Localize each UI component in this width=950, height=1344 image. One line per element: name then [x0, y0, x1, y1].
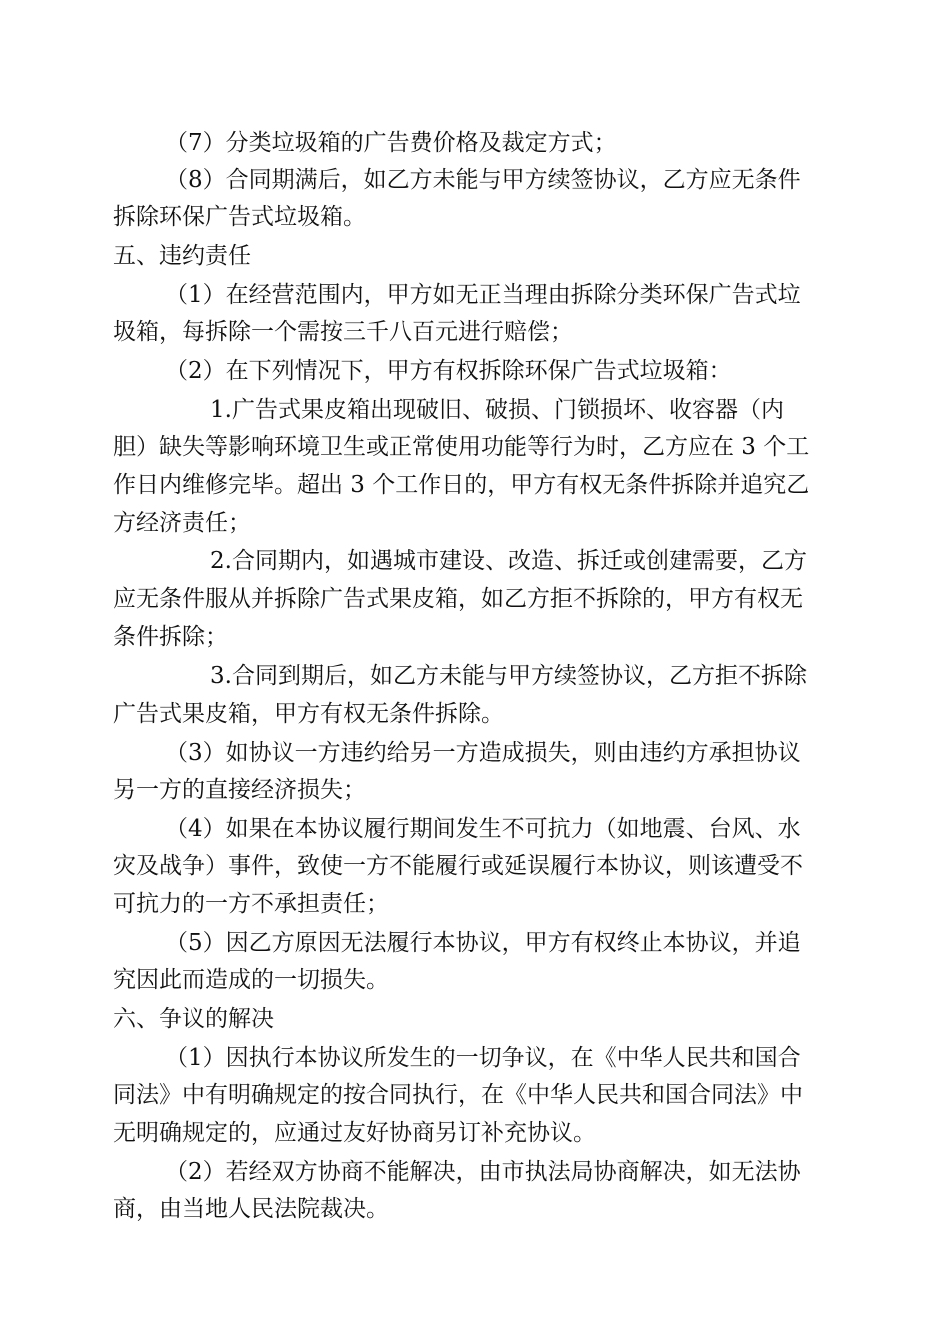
liability-clause-4: （4）如果在本协议履行期间发生不可抗力（如地震、台风、水	[165, 816, 801, 842]
liability-clause-1: （1）在经营范围内，甲方如无正当理由拆除分类环保广告式垃	[165, 282, 801, 308]
section-heading-dispute: 六、争议的解决	[113, 1006, 274, 1032]
sub-item-1-cont: 方经济责任；	[113, 510, 251, 536]
dispute-clause-1: （1）因执行本协议所发生的一切争议，在《中华人民共和国合	[165, 1045, 801, 1071]
sub-item-3-cont: 广告式果皮箱，甲方有权无条件拆除。	[113, 701, 504, 727]
sub-item-1-cont: 作日内维修完毕。超出 3 个工作日的，甲方有权无条件拆除并追究乙	[113, 472, 810, 498]
sub-item-2-cont: 条件拆除；	[113, 624, 228, 650]
sub-item-1: 1.广告式果皮箱出现破旧、破损、门锁损坏、收容器（内	[210, 397, 784, 423]
section-heading-liability: 五、违约责任	[113, 243, 251, 269]
liability-clause-1-cont: 圾箱，每拆除一个需按三千八百元进行赔偿；	[113, 319, 573, 345]
sub-item-2-cont: 应无条件服从并拆除广告式果皮箱，如乙方拒不拆除的，甲方有权无	[113, 586, 803, 612]
dispute-clause-2-cont: 商，由当地人民法院裁决。	[113, 1196, 389, 1222]
liability-clause-3-cont: 另一方的直接经济损失；	[113, 777, 366, 803]
dispute-clause-1-cont: 同法》中有明确规定的按合同执行，在《中华人民共和国合同法》中	[113, 1082, 803, 1108]
sub-item-3: 3.合同到期后，如乙方未能与甲方续签协议，乙方拒不拆除	[210, 663, 807, 689]
liability-clause-2: （2）在下列情况下，甲方有权拆除环保广告式垃圾箱：	[165, 358, 732, 384]
dispute-clause-2: （2）若经双方协商不能解决，由市执法局协商解决，如无法协	[165, 1159, 801, 1185]
liability-clause-4-cont: 可抗力的一方不承担责任；	[113, 891, 389, 917]
clause-8-cont: 拆除环保广告式垃圾箱。	[113, 204, 366, 230]
dispute-clause-1-cont: 无明确规定的，应通过友好协商另订补充协议。	[113, 1120, 596, 1146]
sub-item-1-cont: 胆）缺失等影响环境卫生或正常使用功能等行为时，乙方应在 3 个工	[113, 434, 810, 460]
liability-clause-3: （3）如协议一方违约给另一方造成损失，则由违约方承担协议	[165, 740, 801, 766]
clause-8: （8）合同期满后，如乙方未能与甲方续签协议，乙方应无条件	[165, 167, 801, 193]
liability-clause-5: （5）因乙方原因无法履行本协议，甲方有权终止本协议，并追	[165, 930, 801, 956]
sub-item-2: 2.合同期内，如遇城市建设、改造、拆迁或创建需要，乙方	[210, 548, 807, 574]
liability-clause-5-cont: 究因此而造成的一切损失。	[113, 967, 389, 993]
clause-7: （7）分类垃圾箱的广告费价格及裁定方式；	[165, 130, 617, 156]
liability-clause-4-cont: 灾及战争）事件，致使一方不能履行或延误履行本协议，则该遭受不	[113, 853, 803, 879]
